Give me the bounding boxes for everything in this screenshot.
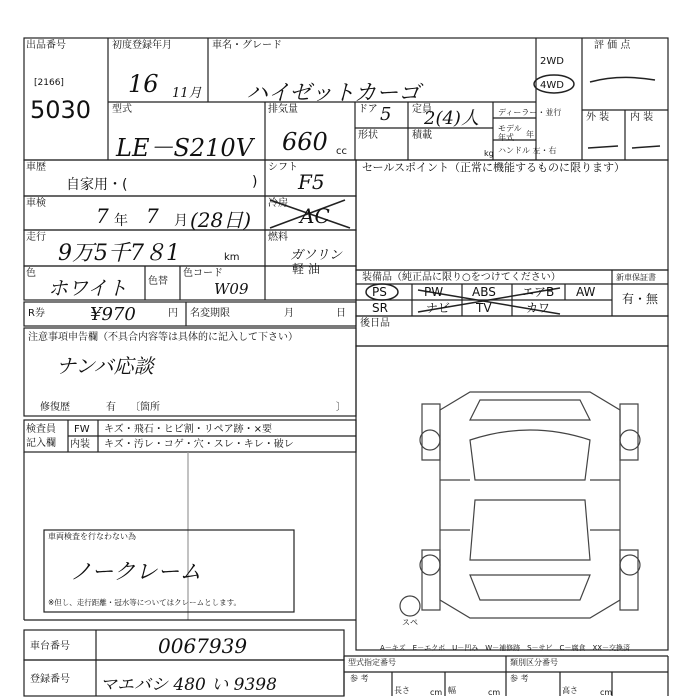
color-type-label: 色替 [148, 276, 168, 287]
shift-label: シフト [268, 162, 298, 173]
history-label: 車歴 [26, 162, 46, 173]
interior-inspect-label: 内装 [70, 439, 90, 450]
shift-value: F5 [298, 170, 325, 194]
name-change-day: 日 [336, 308, 346, 319]
mileage-value: 9万5千7８1 [58, 241, 180, 266]
history-value: 自家用・( [66, 177, 128, 193]
chassis-number: 0067939 [158, 634, 248, 658]
plate-label: 登録番号 [30, 674, 70, 685]
claim-small-bottom: ※但し、走行距離・冠水等についてはクレームとします。 [48, 598, 242, 607]
ref-2: 参 考 [510, 674, 529, 683]
color-code-label: 色コード [183, 268, 223, 279]
first-reg-year: 16 [128, 70, 159, 98]
inspection-nen: 年 [114, 213, 128, 229]
interior-inspect-items: キズ・汚レ・コゲ・穴・スレ・キレ・破レ [104, 439, 294, 450]
equip-airbag: エアB [522, 285, 555, 299]
repair-part: 〔箇所 [130, 402, 160, 413]
mileage-label: 走行 [26, 232, 46, 243]
equipment-label: 装備品（純正品に限り○をつけてください） [362, 272, 561, 283]
color-value: ホワイト [48, 276, 128, 300]
doors-label: ドア [358, 104, 378, 115]
color-code: W09 [214, 280, 249, 298]
kg-unit: kg [484, 149, 494, 158]
displacement-label: 排気量 [268, 104, 298, 115]
capacity-value: 2(4)人 [424, 108, 479, 129]
spare-mark-label: スペ [402, 618, 418, 627]
name-label: 車名・グレード [212, 40, 282, 51]
recycle-value: ¥970 [90, 304, 136, 325]
fw-items: キズ・飛石・ヒビ割・リペア跡・×要 [104, 424, 272, 435]
sales-point-label: セールスポイント（正常に機能するものに限ります） [362, 161, 626, 174]
inspector-label-1: 検査員 [26, 424, 56, 435]
equip-tv: TV [476, 301, 492, 315]
type-number-label: 型式指定番号 [348, 658, 396, 667]
lot-number: 5030 [30, 96, 92, 124]
inspection-label: 車検 [26, 198, 46, 209]
yen-unit: 円 [168, 308, 178, 319]
lot-label: 出品番号 [26, 40, 66, 51]
displacement-value: 660 [282, 128, 328, 156]
category-label: 類別区分番号 [510, 658, 558, 667]
ac-value: AC [300, 204, 330, 228]
fuel-diesel: 軽 油 [292, 262, 320, 276]
name-change-month: 月 [284, 308, 294, 319]
model-year-label: モデル年式 [498, 124, 522, 142]
equip-ps: PS [372, 285, 387, 299]
history-close: ) [252, 174, 258, 190]
equip-sr: SR [372, 301, 388, 315]
equip-abs: ABS [472, 285, 496, 299]
handle-label: ハンドル 左・右 [498, 146, 557, 155]
model-label: 型式 [112, 104, 132, 115]
car-name: ハイゼットカーゴ [246, 81, 421, 106]
shape-label: 形状 [358, 130, 378, 141]
car-diagram [400, 392, 640, 618]
first-reg-label: 初度登録年月 [112, 40, 172, 51]
year-suffix: 年 [526, 130, 534, 139]
ref-1: 参 考 [350, 674, 369, 683]
score-label: 評 価 点 [594, 40, 631, 51]
doors-value: 5 [380, 104, 392, 125]
cc-unit: cc [336, 146, 347, 157]
inspection-month: 7 [146, 204, 159, 228]
claim-small-top: 車両検査を行なわない為 [48, 532, 136, 541]
notes-text: ナンバ応談 [56, 354, 154, 378]
exterior-label: 外 装 [586, 112, 610, 123]
load-label: 積載 [412, 130, 432, 141]
width-cm: cm [488, 688, 501, 697]
chassis-label: 車台番号 [30, 641, 70, 652]
first-reg-month: 11月 [172, 86, 202, 101]
warranty-label: 新車保証書 [616, 273, 656, 282]
ac-label: 冷房 [268, 198, 288, 209]
claim-text: ノークレーム [70, 560, 202, 585]
plate-number: マエバシ 480 い 9398 [100, 675, 277, 695]
inspection-year: 7 [96, 204, 109, 228]
inspector-label-2: 記入欄 [26, 438, 56, 449]
drive-4wd: 4WD [540, 80, 564, 91]
fuel-gasoline: ガソリン [290, 248, 343, 263]
equip-aw: AW [576, 285, 596, 299]
height-label: 高さ [562, 686, 578, 695]
recycle-label: R券 [28, 308, 45, 319]
height-cm: cm [600, 688, 613, 697]
dealer-label: ディーラー・並行 [498, 108, 562, 117]
equip-leather: カワ [526, 301, 551, 315]
fw-label: FW [74, 424, 90, 435]
drive-2wd: 2WD [540, 56, 564, 67]
repair-label: 修復歴 [40, 402, 70, 413]
damage-legend: A－キズ E－エクボ U－凹み W－補修跡 S－サビ C－腐食 XX－交換済 [380, 644, 631, 652]
fuel-label: 燃料 [268, 232, 288, 243]
width-label: 幅 [448, 686, 456, 695]
interior-label: 内 装 [630, 112, 654, 123]
rear-seat-label: 後日品 [360, 318, 390, 329]
inspection-tsuki: 月 [174, 213, 188, 229]
length-label: 長さ [394, 686, 410, 695]
repair-close: 〕 [336, 402, 346, 413]
color-label: 色 [26, 268, 36, 279]
length-cm: cm [430, 688, 443, 697]
warranty-value: 有・無 [622, 292, 659, 306]
notes-label: 注意事項申告欄（不具合内容等は具体的に記入して下さい） [28, 332, 298, 343]
capacity-label: 定員 [412, 104, 432, 115]
model-value: LE－S210V [116, 134, 254, 162]
repair-value: 有 [106, 402, 116, 413]
name-change-label: 名変期限 [190, 308, 230, 319]
inspection-day: (28日) [190, 208, 252, 232]
km-unit: km [224, 252, 240, 263]
equip-pw: PW [424, 285, 444, 299]
lot-code: [2166] [34, 78, 64, 88]
equip-navi: ナビ [426, 301, 451, 315]
